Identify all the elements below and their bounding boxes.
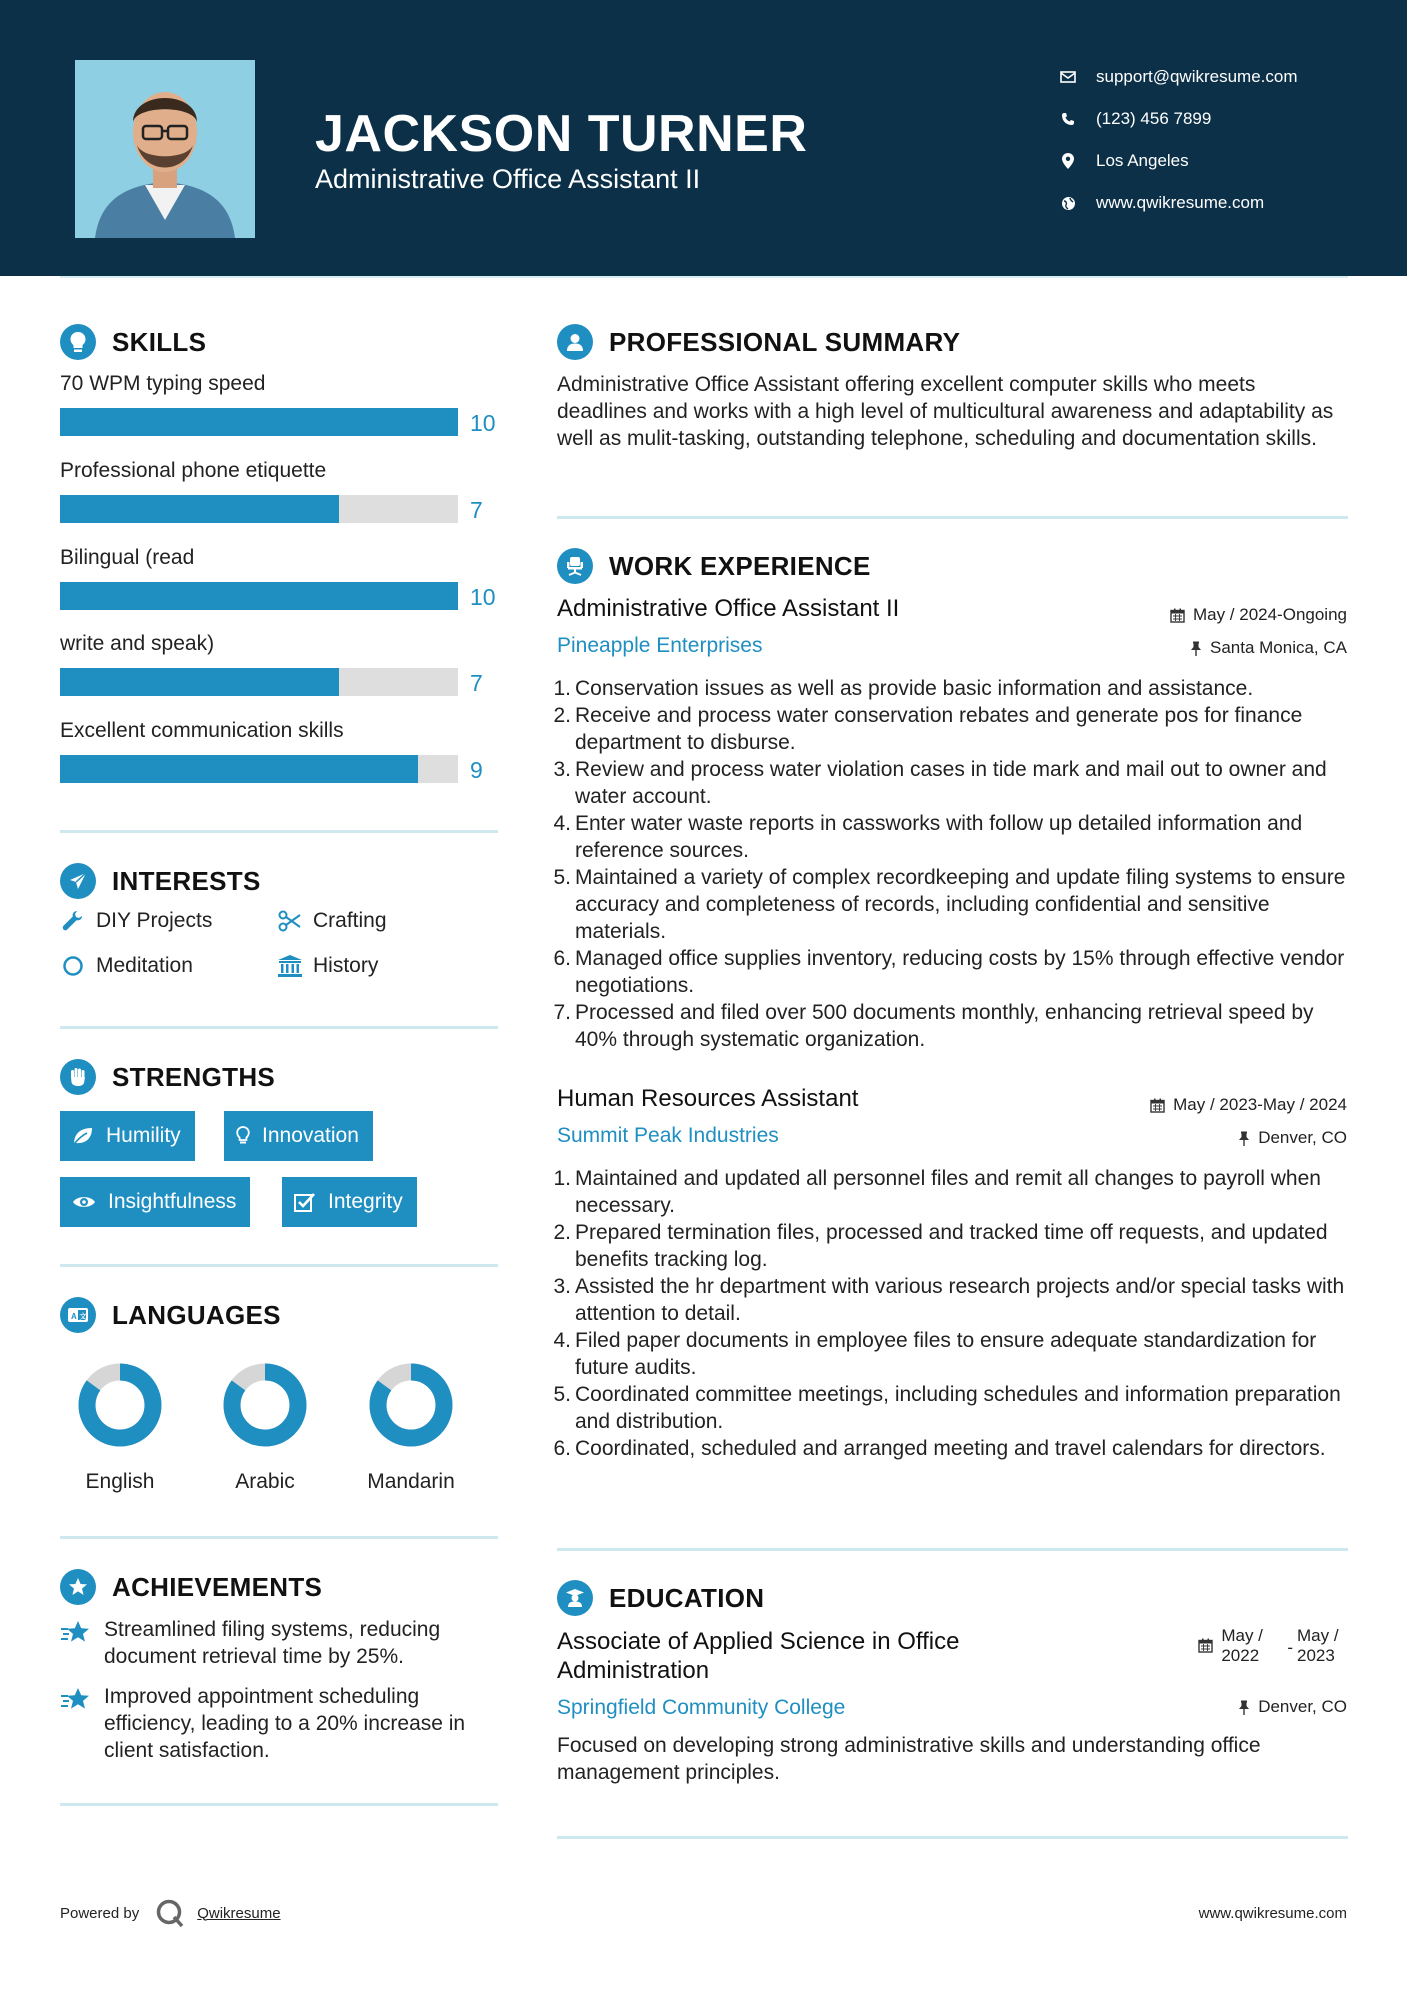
museum-icon [277,955,303,977]
education-date-end: May / 2023 [1297,1626,1339,1665]
job-location-text: Santa Monica, CA [1209,638,1347,657]
skills-heading [60,324,206,360]
calendar-icon [1150,1098,1165,1113]
skill-bar [60,408,458,436]
job-bullet: 1. Conservation issues as well as provide basic information and assistance. [553,677,1254,700]
achievement-item [60,1683,500,1764]
section-divider [557,516,1348,519]
job-bullet: 6. Managed office supplies inventory, reducing costs by 15% through effective vendor negotiations. [553,947,1345,997]
calendar-icon [1198,1638,1213,1653]
job-bullets [550,1165,1350,1462]
footer-url[interactable]: www.qwikresume.com [1198,1905,1347,1922]
summary-heading [557,324,960,360]
svg-text:A: A [71,1312,78,1321]
skill-value: 7 [470,497,483,523]
interest-label: DIY Projects [96,909,213,932]
education-date [1198,1626,1347,1666]
skill-bar-fill [60,495,339,523]
star-icon [60,1616,94,1670]
contact-phone[interactable] [1050,98,1390,140]
skill-bar [60,582,458,610]
scissors-icon [277,910,303,932]
language-item [60,1360,180,1494]
star-badge-icon [60,1569,96,1605]
interest-item [277,909,387,933]
lightbulb-icon [236,1126,250,1146]
skill-bar [60,755,458,783]
section-divider [60,1264,498,1267]
summary-text: Administrative Office Assistant offering excellent computer skills who meets deadlines and works with a high level of multicultural awareness and adaptability as well as mulit-tasking, outstanding telephone, scheduling and documentation skills. [557,373,1334,450]
job-title: Administrative Office Assistant II [557,595,900,622]
achievement-text: Streamlined filing systems, reducing document retrieval time by 25%. [104,1618,441,1668]
interest-item [60,909,212,933]
language-donut [220,1360,310,1450]
job-bullet: 7. Processed and filed over 500 documents monthly, enhancing retrieval speed by 40% through systematic organization. [553,1001,1314,1051]
section-divider [60,1536,498,1539]
language-donut [366,1360,456,1450]
fist-icon [60,1059,96,1095]
education-date-start: May / 2022 [1221,1626,1263,1665]
map-pin-icon [1050,153,1086,169]
calendar-icon [1170,608,1185,623]
qwikresume-link[interactable]: Qwikresume [197,1904,281,1922]
contact-email[interactable] [1050,56,1390,98]
interest-label: Meditation [96,954,193,977]
section-title: ACHIEVEMENTS [112,1571,323,1602]
job-bullet: 3. Review and process water violation cases in tide mark and mail out to owner and water account. [553,758,1327,808]
leaf-icon [72,1126,94,1146]
paper-plane-icon [60,863,96,899]
language-item [205,1360,325,1494]
lightbulb-icon [60,324,96,360]
svg-text:文: 文 [79,1313,87,1321]
circle-icon [60,955,86,977]
pushpin-icon [1238,1131,1250,1146]
language-icon [60,1297,96,1333]
resume-header [0,0,1407,276]
section-divider [557,1548,1348,1551]
skill-label: write and speak) [60,632,215,655]
strength-tag [224,1111,373,1161]
job-bullet: 3. Assisted the hr department with various research projects and/or special tasks with attention to detail. [553,1275,1345,1325]
section-divider [60,1803,498,1806]
work-heading [557,548,871,584]
education-description: Focused on developing strong administrative skills and understanding office management principles. [557,1734,1261,1784]
job-date [1170,605,1347,625]
interest-item [277,954,378,978]
skill-value: 10 [470,584,496,610]
contact-list [1050,56,1390,224]
language-label: Arabic [235,1470,295,1493]
skill-value: 7 [470,670,483,696]
footer-powered-by [60,1898,281,1928]
job-bullet: 6. Coordinated, scheduled and arranged meeting and travel calendars for directors. [553,1437,1326,1460]
eye-icon [72,1194,96,1210]
job-bullet: 2. Prepared termination files, processed and tracked time off requests, and updated benefits tracking log. [553,1221,1328,1271]
job-location [1190,638,1347,658]
strength-tag [60,1111,195,1161]
section-title: STRENGTHS [112,1061,276,1092]
strength-tag [282,1177,417,1227]
pushpin-icon [1190,641,1202,656]
pushpin-icon [1238,1700,1250,1715]
skill-bar-fill [60,755,418,783]
achievement-text: Improved appointment scheduling efficiency, leading to a 20% increase in client satisfaction. [104,1685,466,1762]
skill-label: Bilingual (read [60,546,195,569]
job-bullet: 4. Filed paper documents in employee files to ensure adequate standardization for future audits. [553,1329,1317,1379]
skill-label: 70 WPM typing speed [60,372,266,395]
skill-label: Excellent communication skills [60,719,344,742]
company-name: Summit Peak Industries [557,1124,779,1147]
language-label: English [85,1470,155,1493]
user-icon [557,324,593,360]
section-title: SKILLS [112,326,207,357]
interest-item [60,954,193,978]
section-title: EDUCATION [609,1582,765,1613]
skill-bar-fill [60,668,339,696]
achievement-item [60,1616,500,1670]
job-bullet: 5. Coordinated committee meetings, including schedules and information preparation and distribution. [553,1383,1341,1433]
job-bullet: 2. Receive and process water conservation rebates and generate pos for finance department to disburse. [553,704,1303,754]
education-location [1238,1697,1347,1717]
strength-label: Humility [106,1124,181,1147]
contact-text: (123) 456 7899 [1096,109,1212,128]
section-title: PROFESSIONAL SUMMARY [609,326,961,357]
contact-website[interactable] [1050,182,1390,224]
interest-label: Crafting [313,909,387,932]
education-date-separator: - [1287,1638,1293,1657]
language-item [351,1360,471,1494]
section-title: WORK EXPERIENCE [609,550,871,581]
skill-bar [60,668,458,696]
skill-bar-fill [60,408,458,436]
education-heading [557,1580,764,1616]
job-location [1238,1128,1347,1148]
section-title: INTERESTS [112,865,261,896]
job-bullet: 1. Maintained and updated all personnel files and remit all changes to payroll when necessary. [553,1167,1321,1217]
job-date-text: May / 2024-Ongoing [1192,605,1347,624]
strengths-heading [60,1059,275,1095]
contact-text: Los Angeles [1096,151,1189,170]
languages-heading [60,1297,281,1333]
job-location-text: Denver, CO [1258,1128,1347,1147]
contact-text: www.qwikresume.com [1096,193,1265,212]
candidate-name: JACKSON TURNER [315,105,808,163]
company-name: Pineapple Enterprises [557,634,763,657]
skill-value: 9 [470,757,483,783]
skill-bar-fill [60,582,458,610]
contact-text: support@qwikresume.com [1096,67,1298,86]
profile-photo [75,60,255,238]
qwikresume-logo-icon [155,1898,185,1928]
education-location-text: Denver, CO [1258,1697,1347,1716]
strength-label: Insightfulness [108,1190,237,1213]
language-label: Mandarin [367,1470,455,1493]
degree-title: Associate of Applied Science in Office Administration [557,1628,960,1684]
header-divider [60,276,1348,278]
phone-icon [1050,112,1086,126]
skill-bar [60,495,458,523]
section-divider [557,1836,1348,1839]
section-divider [60,1026,498,1029]
checkbox-icon [294,1192,316,1212]
job-date [1150,1095,1347,1115]
graduate-icon [557,1580,593,1616]
star-icon [60,1683,94,1764]
language-donut [75,1360,165,1450]
school-name: Springfield Community College [557,1696,846,1719]
job-bullets [550,675,1350,1053]
globe-icon [1050,196,1086,211]
contact-location [1050,140,1390,182]
candidate-role: Administrative Office Assistant II [315,164,701,194]
skill-value: 10 [470,410,496,436]
job-bullet: 4. Enter water waste reports in cassworks with follow up detailed information and reference sources. [553,812,1303,862]
skill-label: Professional phone etiquette [60,459,327,482]
job-title: Human Resources Assistant [557,1085,859,1112]
envelope-icon [1050,70,1086,84]
section-title: LANGUAGES [112,1299,281,1330]
interest-label: History [313,954,379,977]
interests-heading [60,863,261,899]
strength-label: Integrity [328,1190,403,1213]
job-bullet: 5. Maintained a variety of complex recordkeeping and update filing systems to ensure accuracy and completeness of records, including confidential and sensitive materials. [553,866,1346,943]
office-chair-icon [557,548,593,584]
wrench-icon [60,910,86,932]
job-date-text: May / 2023-May / 2024 [1173,1095,1347,1114]
achievements-heading [60,1569,322,1605]
strength-tag [60,1177,250,1227]
strength-label: Innovation [262,1124,359,1147]
powered-by-text: Powered by [60,1904,140,1922]
section-divider [60,830,498,833]
